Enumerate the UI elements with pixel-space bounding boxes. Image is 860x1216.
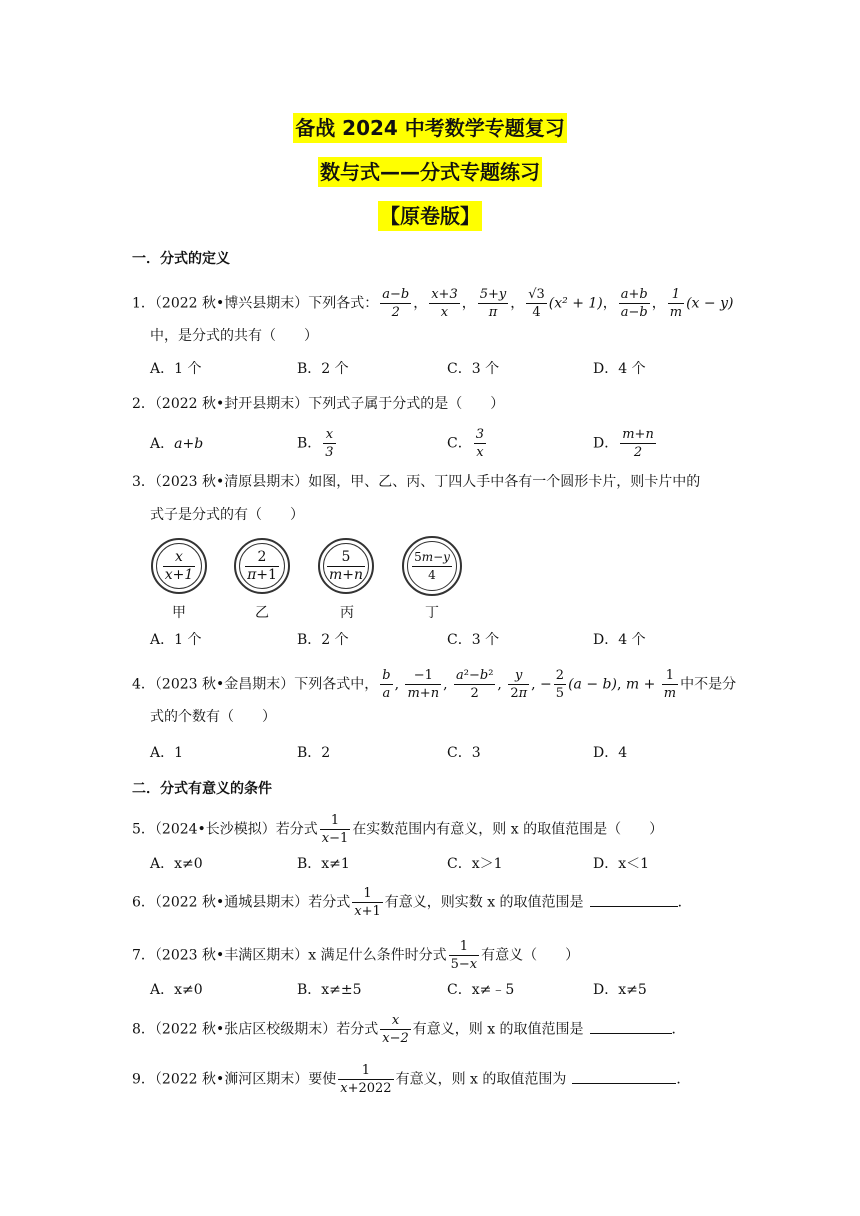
q1-option-d[interactable]: D．4 个 (593, 361, 646, 377)
q3-option-a[interactable]: A．1 个 (150, 632, 202, 648)
q2-option-a[interactable]: A．a+b (150, 436, 204, 452)
question-1: 1．（2022 秋•博兴县期末）下列各式： $\frac{a-b}{2}$ ， $\frac{x+3}{x}$ ， $\frac{5+y}{\pi}$ ， $\frac{√3}{4}$ (x² + 1)， $\frac{a+b}{a-b}$ ， $\frac{1}{m}$ (x − y) (132, 287, 734, 320)
question-7: 7．（2023 秋•丰满区期末）x 满足什么条件时分式 $\frac{1}{5-x}$ 有意义（ ） (132, 939, 580, 972)
title-line-1: 备战 2024 中考数学专题复习 (0, 113, 860, 143)
q1-option-c[interactable]: C．3 个 (447, 361, 500, 377)
section-heading-definition: 一．分式的定义 (132, 251, 230, 267)
card-jia: $\frac{x}{x+1}$ (151, 538, 207, 594)
question-6: 6．（2022 秋•通城县期末）若分式 $\frac{1}{x+1}$ 有意义，则实数 x 的取值范围是 ． (132, 886, 692, 919)
q4-option-a[interactable]: A．1 (150, 745, 184, 761)
title-line-3: 【原卷版】 (0, 201, 860, 231)
card-label-jia: 甲 (172, 605, 186, 621)
q3-option-c[interactable]: C．3 个 (447, 632, 500, 648)
question-9: 9．（2022 秋•浉河区期末）要使 $\frac{1}{x+2022}$ 有意义，则 x 的取值范围为 ． (132, 1063, 691, 1096)
card-ding: $\frac{5m-y}{4}$ (402, 536, 462, 596)
q2-option-c[interactable]: C． $\frac{3}{x}$ (447, 427, 484, 460)
question-5: 5．（2024•长沙模拟）若分式 $\frac{1}{x-1}$ 在实数范围内有意义，则 x 的取值范围是（ ） (132, 813, 664, 846)
q7-option-d[interactable]: D．x≠5 (593, 982, 647, 998)
q5-option-c[interactable]: C．x＞1 (447, 856, 503, 872)
question-8: 8．（2022 秋•张店区校级期末）若分式 $\frac{x}{x-2}$ 有意义，则 x 的取值范围是 ． (132, 1013, 686, 1046)
q5-option-b[interactable]: B．x≠1 (297, 856, 350, 872)
question-1-line-2: 中，是分式的共有（ ） (150, 328, 318, 344)
section-heading-condition: 二．分式有意义的条件 (132, 781, 272, 797)
q3-option-b[interactable]: B．2 个 (297, 632, 349, 648)
q2-option-b[interactable]: B． $\frac{x}{3}$ (297, 427, 334, 460)
q4-option-b[interactable]: B．2 (297, 745, 331, 761)
q2-option-d[interactable]: D． $\frac{m+n}{2}$ (593, 427, 654, 460)
q7-option-a[interactable]: A．x≠0 (150, 982, 203, 998)
q1-option-a[interactable]: A．1 个 (150, 361, 202, 377)
card-label-bing: 丙 (340, 605, 354, 621)
q4-option-d[interactable]: D．4 (593, 745, 628, 761)
answer-blank-9[interactable] (572, 1069, 676, 1084)
question-3: 3．（2023 秋•清原县期末）如图，甲、乙、丙、丁四人手中各有一个圆形卡片，则卡片中的 (132, 474, 701, 490)
question-4: 4．（2023 秋•金昌期末）下列各式中， $\frac{b}{a}$ , $\frac{-1}{m+n}$ , $\frac{\text{a²−b²}}{2}$ , $\frac{y}{2\pi}$ , − $\frac{2}{5}$ (a − b), m + $\frac{1}{m}$ 中不是分 (132, 668, 737, 701)
q5-option-d[interactable]: D．x＜1 (593, 856, 650, 872)
card-yi: $\frac{2}{\pi+1}$ (234, 538, 290, 594)
q7-option-b[interactable]: B．x≠±5 (297, 982, 362, 998)
q5-option-a[interactable]: A．x≠0 (150, 856, 203, 872)
q3-option-d[interactable]: D．4 个 (593, 632, 646, 648)
title-line-2: 数与式——分式专题练习 (0, 157, 860, 187)
card-bing: $\frac{5}{m+n}$ (318, 538, 374, 594)
q7-option-c[interactable]: C．x≠﹣5 (447, 982, 515, 998)
question-2: 2．（2022 秋•封开县期末）下列式子属于分式的是（ ） (132, 396, 505, 412)
answer-blank-8[interactable] (590, 1019, 672, 1034)
question-3-line-2: 式子是分式的有（ ） (150, 507, 304, 523)
card-label-yi: 乙 (255, 605, 269, 621)
answer-blank-6[interactable] (590, 892, 678, 907)
q1-option-b[interactable]: B．2 个 (297, 361, 349, 377)
q4-option-c[interactable]: C．3 (447, 745, 481, 761)
question-4-line-2: 式的个数有（ ） (150, 709, 276, 725)
card-label-ding: 丁 (425, 605, 439, 621)
